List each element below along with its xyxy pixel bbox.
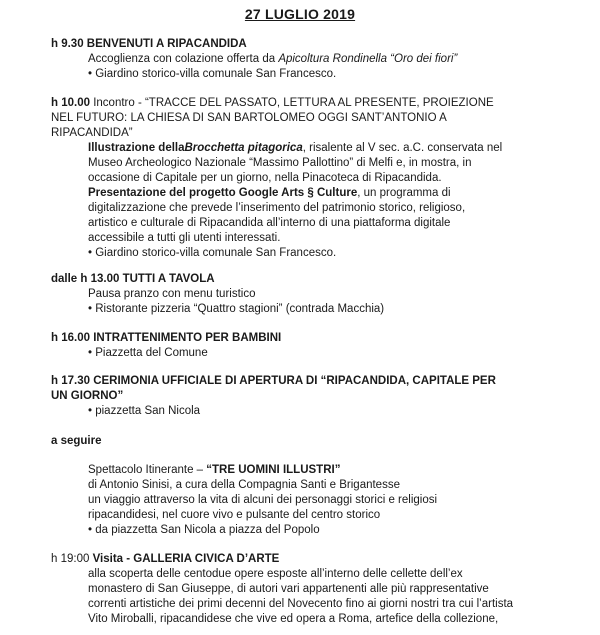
event-heading [51,552,571,567]
event-bambini [51,331,571,361]
document-date-title: 27 LUGLIO 2019 [244,6,356,22]
event-location: • Giardino storico-villa comunale San Francesco. [88,247,337,259]
event-galleria [51,552,571,627]
event-location: • Ristorante pizzeria “Quattro stagioni” (contrada Macchia) [88,303,385,315]
spettacolo-description-2: ripacandidesi, nel cuore vivo e pulsante del centro storico [88,509,381,521]
galleria-description-2: monastero di San Giuseppe, di autori vari appartenenti alle più rappresentative [88,583,489,595]
brocchetta-line-2: Museo Archeologico Nazionale “Massimo Pallottino” di Melfi e, in mostra, in [88,157,472,169]
google-arts-line-3: artistico e culturale di Ripacandida all’interno di una piattaforma digitale [88,217,451,229]
sponsor-name: Apicoltura Rondinella “Oro dei fiori” [278,53,458,65]
event-heading: dalle h 13.00 TUTTI A TAVOLA [51,273,215,285]
google-arts-line-1 [51,186,571,201]
brocchetta-name: Brocchetta pitagorica [184,142,303,154]
event-heading-line-1: h 17.30 CERIMONIA UFFICIALE DI APERTURA DI “RIPACANDIDA, CAPITALE PER [51,375,496,387]
event-heading: h 16.00 INTRATTENIMENTO PER BAMBINI [51,332,282,344]
event-benvenuti [51,37,571,82]
spettacolo-author: di Antonio Sinisi, a cura della Compagnia Santi e Brigantesse [88,479,400,491]
event-title-part: Incontro - “TRACCE DEL PASSATO, LETTURA AL PRESENTE, PROIEZIONE [93,97,494,109]
spettacolo-name: “TRE UOMINI ILLUSTRI” [206,464,341,476]
event-location: • da piazzetta San Nicola a piazza del Popolo [88,524,320,536]
google-arts-line-4: accessibile a tutti gli utenti interessati. [88,232,281,244]
event-heading-line-1 [51,96,571,111]
google-arts-line-2: digitalizzazione che prevede l’inserimento del patrimonio storico, religioso, [88,202,466,214]
event-time: h 19:00 [51,553,90,565]
galleria-description-3: correnti artistiche dei primi decenni del Novecento fino ai giorni nostri tra cui l’artista [88,598,514,610]
event-seguire [51,434,571,449]
event-heading: h 9.30 BENVENUTI A RIPACANDIDA [51,38,247,50]
event-heading-line-2: UN GIORNO” [51,390,124,402]
event-location: • Piazzetta del Comune [88,347,208,359]
brocchetta-line-1 [51,141,571,156]
google-arts-label: Presentazione del progetto Google Arts § Culture [88,187,358,199]
illustrazione-label: Illustrazione della [88,142,185,154]
galleria-description-1: alla scoperta delle centodue opere esposte all’interno delle cellette dell’ex [88,568,463,580]
event-description [51,52,571,67]
brocchetta-line-3: occasione di Capitale per un giorno, nella Pinacoteca di Ripacandida. [88,172,442,184]
description-text: Accoglienza con colazione offerta da [88,53,279,65]
event-heading-line-2: NEL FUTURO: LA CHIESA DI SAN BARTOLOMEO OGGI SANT’ANTONIO A [51,112,447,124]
spettacolo-title [51,463,571,478]
event-heading-line-3: RIPACANDIDA” [51,127,133,139]
event-title: Visita - GALLERIA CIVICA D’ARTE [89,553,280,565]
spettacolo-label: Spettacolo Itinerante – [88,464,207,476]
galleria-description-4: Vito Miroballi, ripacandidese che vive ed opera a Roma, artefice della collezione, [88,613,499,625]
event-time: h 10.00 [51,97,94,109]
spettacolo-description-1: un viaggio attraverso la vita di alcuni dei personaggi storici e religiosi [88,494,438,506]
event-incontro [51,96,571,261]
brocchetta-text: , risalente al V sec. a.C. conservata nel [302,142,503,154]
event-location: • piazzetta San Nicola [88,405,201,417]
event-location: • Giardino storico-villa comunale San Francesco. [88,68,337,80]
google-arts-text: , un programma di [357,187,451,199]
event-spettacolo [51,463,571,538]
event-tavola [51,272,571,317]
event-heading: a seguire [51,435,102,447]
event-description: Pausa pranzo con menu turistico [88,288,256,300]
event-cerimonia [51,374,571,419]
